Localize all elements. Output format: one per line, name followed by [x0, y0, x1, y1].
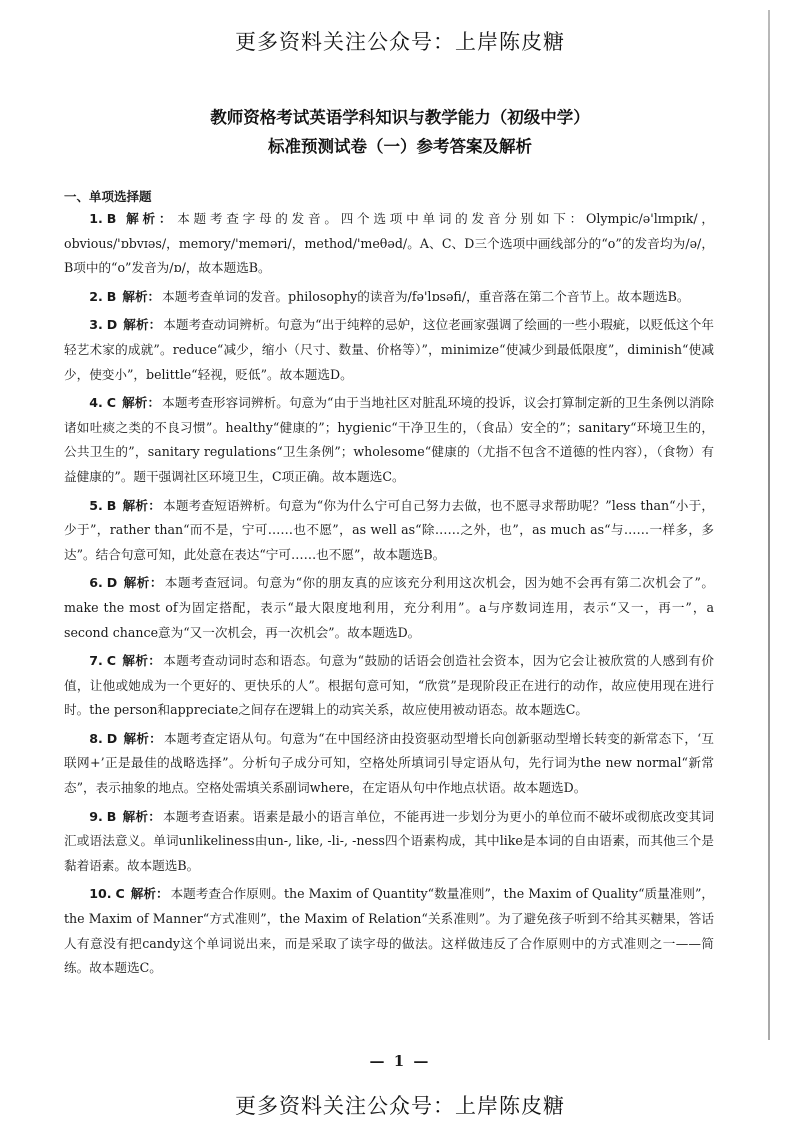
answer-item-4: [64, 391, 714, 489]
answer-text: 本题考查合作原则。the Maxim of Quantity“数量准则”，the Maxim of Quality“质量准则”，the Maxim of Manner“方式准则”，the Maxim of Relation“关系准则”。为了避免孩子听到不给其买糖果，答话人有意没有把candy这个单词说出来，而是采取了读字母的做法。这样做违反了合作原则中的方式准则之一——简练。故本题选C。: [64, 886, 714, 976]
answer-item-2: [64, 285, 714, 310]
answer-text: 本题考查定语从句。句意为“在中国经济由投资驱动型增长向创新驱动型增长转变的新常态下，‘互联网+’正是最佳的战略选择”。分析句子成分可知，空格处所填词引导定语从句，先行词为the new normal“新常态”，表示抽象的地点。空格处需填关系副词where，在定语从句中作地点状语。故本题选D。: [64, 730, 715, 796]
answer-item-6: [64, 571, 714, 645]
answer-number: 9.: [89, 808, 103, 824]
answer-letter: C: [115, 886, 125, 902]
analysis-label: 解析：: [123, 575, 163, 591]
answer-letter: D: [106, 317, 118, 333]
footer-banner: 更多资料关注公众号：上岸陈皮糖: [235, 1094, 565, 1118]
answer-list: [64, 207, 714, 985]
answer-number: 2.: [89, 288, 103, 304]
answer-letter: C: [106, 395, 116, 411]
answer-text: 本题考查语素。语素是最小的语言单位，不能再进一步划分为更小的单位而不破坏或彻底改变其词汇或语法意义。单词unlikeliness由un-, like, -li-, -ness四个语素构成，其中like是本词的自由语素，而其他三个是黏着语素。故本题选B。: [64, 808, 715, 873]
analysis-label: 解析：: [123, 317, 162, 333]
answer-item-9: [64, 805, 714, 879]
answer-text: 本题考查动词时态和语态。句意为“鼓励的话语会创造社会资本，因为它会让被欣赏的人感到有价值，让他或她成为一个更好的、更快乐的人”。根据句意可知，“欣赏”是现阶段正在进行的动作，故应使用现在进行时。the person和appreciate之间存在逻辑上的动宾关系，故应使用被动语态。故本题选C。: [64, 653, 714, 718]
answer-letter: D: [106, 730, 118, 746]
answer-item-8: [64, 727, 714, 801]
analysis-label: 解析：: [122, 497, 162, 513]
answer-text: 本题考查动词辨析。句意为“出于纯粹的忌妒，这位老画家强调了绘画的一些小瑕疵，以贬低这个年轻艺术家的成就”。reduce“减少，缩小（尺寸、数量、价格等）”，minimize“使减少到最低限度”，diminish“使减少，使变小”，belittle“轻视，贬低”。故本题选D。: [64, 317, 714, 382]
answer-letter: B: [106, 808, 117, 824]
answer-number: 4.: [89, 395, 103, 411]
page-number: — 1 —: [369, 1052, 431, 1070]
analysis-label: 解析：: [122, 808, 162, 824]
answer-number: 8.: [89, 730, 103, 746]
answer-text: 本题考查冠词。句意为“你的朋友真的应该充分利用这次机会，因为她不会再有第二次机会了”。make the most of为固定搭配，表示“最大限度地利用，充分利用”。a与序数词连用，表示“又一，再一”，a second chance意为“又一次机会，再一次机会”。故本题选D。: [64, 575, 714, 640]
answer-text: 本题考查字母的发音。四个选项中单词的发音分别如下：Olympic/ə'lɪmpɪk/，obvious/'ɒbvɪəs/，memory/'meməri/，method/'meθəd/。A、C、D三个选项中画线部分的“o”的发音均为/ə/，B项中的“o”发音为/ɒ/，故本题选B。: [64, 211, 715, 276]
answer-number: 5.: [89, 497, 103, 513]
scan-edge-line: [768, 10, 770, 1040]
answer-letter: D: [106, 575, 118, 591]
answer-item-3: [64, 313, 714, 387]
paper-title-line2: 标准预测试卷（一）参考答案及解析: [268, 137, 532, 156]
analysis-label: 解析：: [122, 395, 161, 411]
answer-letter: B: [106, 497, 117, 513]
answer-item-10: [64, 882, 714, 980]
answer-letter: C: [106, 653, 116, 669]
section-heading: 一、单项选择题: [64, 189, 152, 204]
analysis-label: 解析：: [122, 653, 162, 669]
header-banner: 更多资料关注公众号：上岸陈皮糖: [235, 30, 565, 54]
answer-item-7: [64, 649, 714, 723]
answer-text: 本题考查单词的发音。philosophy的读音为/fə'lɒsəfi/，重音落在第二个音节上。故本题选B。: [162, 288, 690, 304]
answer-text: 本题考查短语辨析。句意为“你为什么宁可自己努力去做，也不愿寻求帮助呢？”less than“小于，少于”，rather than“而不是，宁可……也不愿”，as well as“除……之外，也”，as much as“与……一样多，多达”。结合句意可知，此处意在表达“宁可……也不愿”，故本题选B。: [64, 497, 715, 562]
analysis-label: 解析：: [123, 730, 162, 746]
analysis-label: 解析：: [122, 211, 176, 226]
answer-text: 本题考查形容词辨析。句意为“由于当地社区对脏乱环境的投诉，议会打算制定新的卫生条例以消除诸如吐痰之类的不良习惯”。healthy“健康的”；hygienic“干净卫生的，（食品）安全的”；sanitary“环境卫生的，公共卫生的”，sanitary regulations“卫生条例”；wholesome“健康的（尤指不包含不道德的性内容），（食物）有益健康的”。题干强调社区环境卫生，C项正确。故本题选C。: [64, 395, 714, 484]
paper-title-line1: 教师资格考试英语学科知识与教学能力（初级中学）: [210, 108, 590, 127]
answer-number: 3.: [89, 317, 103, 333]
answer-letter: B: [106, 211, 117, 226]
answer-number: 7.: [89, 653, 103, 669]
answer-letter: B: [106, 288, 117, 304]
analysis-label: 解析：: [130, 886, 169, 902]
answer-number: 10.: [89, 886, 112, 902]
answer-item-5: [64, 494, 714, 568]
answer-number: 6.: [89, 575, 103, 591]
analysis-label: 解析：: [122, 288, 161, 304]
answer-item-1: [64, 207, 714, 281]
answer-number: 1.: [89, 211, 103, 226]
